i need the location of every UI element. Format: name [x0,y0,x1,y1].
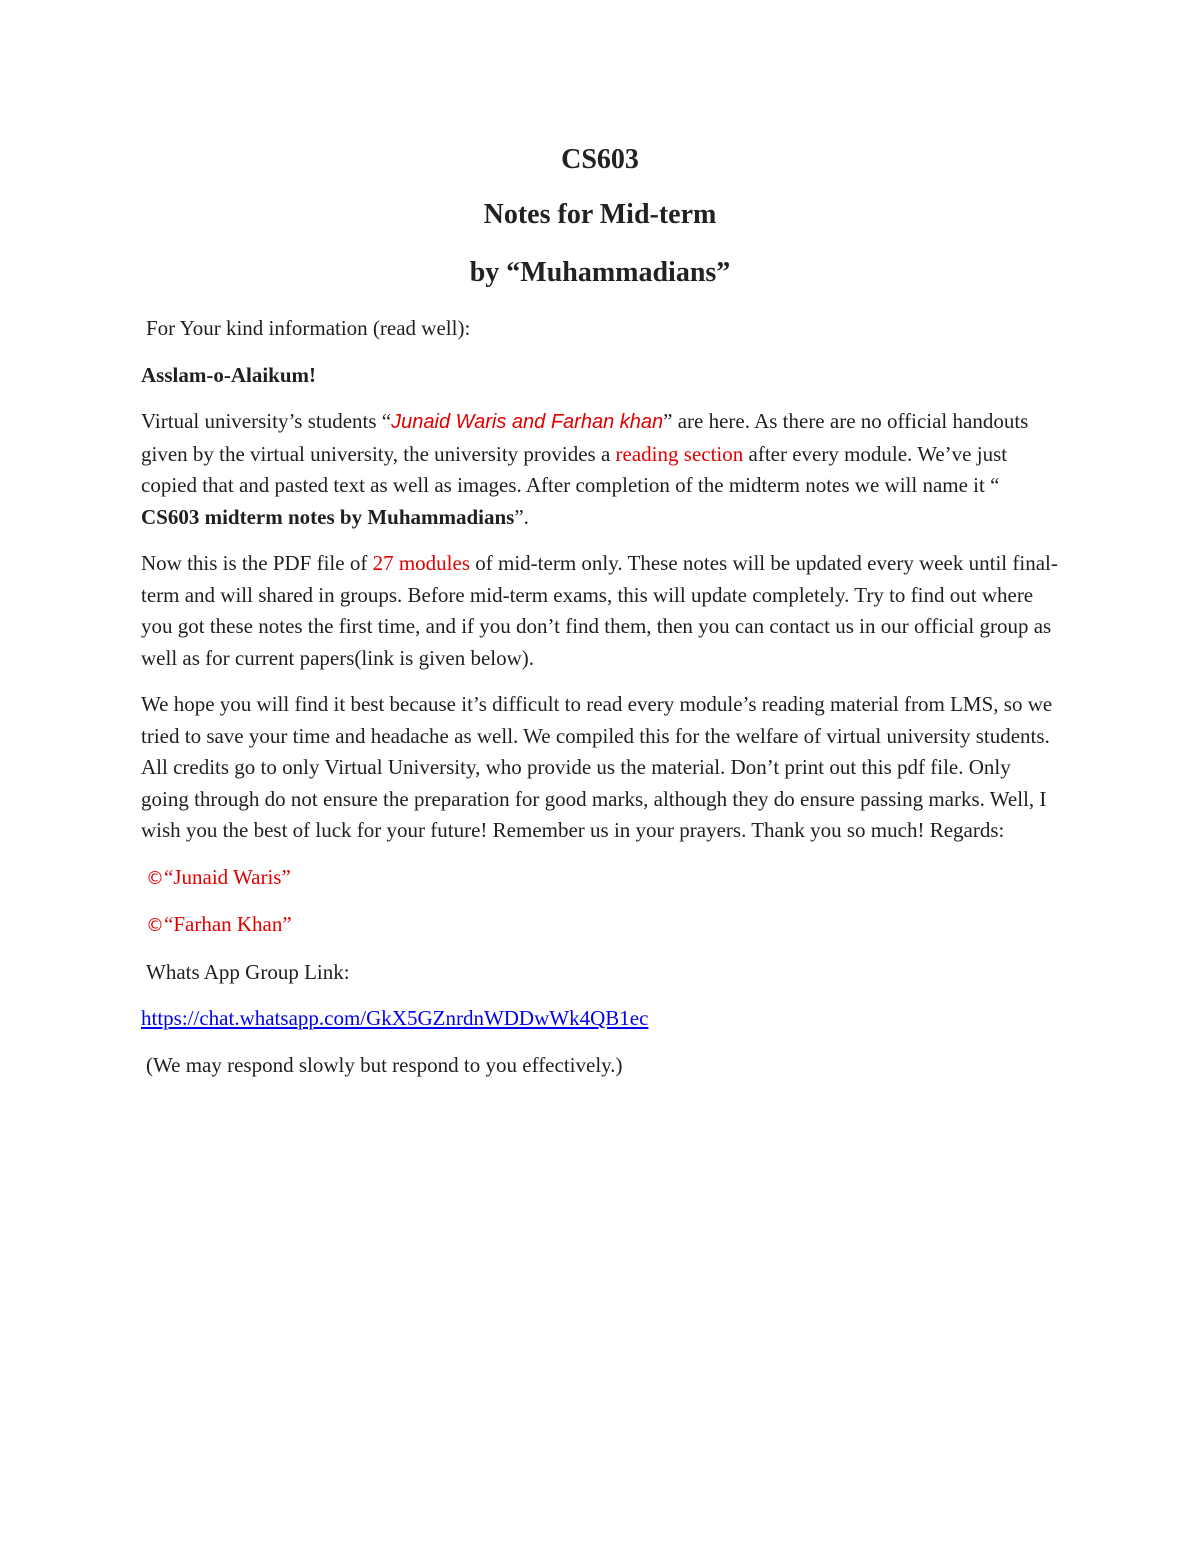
signature-junaid [141,862,1061,895]
group-link-label: Whats App Group Link: [146,959,350,984]
reading-section-highlight: reading section [615,441,744,466]
paragraph-modules [141,548,1061,674]
response-note: (We may respond slowly but respond to you effectively.) [146,1052,623,1077]
para2-text-b: of mid-term only. These notes will be updated every week until final-term and will shared in groups. Before mid-term exams, this will update completely. Try to find out where you got these notes the first time, and if you don’t find them, then you can contact us in our official group as well as for current papers(link is given below). [141,551,1058,670]
copyright-icon: © [146,867,164,889]
signature-name: “Junaid Waris” [164,864,291,889]
document-body [141,313,1061,1096]
info-line: For Your kind information (read well): [146,316,471,340]
notes-title-bold: CS603 midterm notes by Muhammadians [141,504,515,529]
signature-name: “Farhan Khan” [164,912,292,936]
para1-text-c: after every module. We’ve just copied that and pasted text as well as images. After completion of the midterm notes we will name it “ [141,441,1008,497]
author-names: Junaid Waris and Farhan khan [391,411,664,433]
para1-text-d: ”. [514,504,529,529]
para1-text-a: Virtual university’s students “ [141,409,392,433]
signature-farhan [141,909,1061,942]
group-link-paragraph [141,1003,1061,1035]
para2-text-a: Now this is the PDF file of [141,551,373,575]
paragraph-credits: We hope you will find it best because it’s difficult to read every module’s reading material from LMS, so we tried to save your time and headache as well. We compiled this for the welfare of virtual university students. All credits go to only Virtual University, who provide us the material. Don’t print out this pdf file. Only going through do not ensure the preparation for good marks, although they do ensure passing marks. Well, I wish you the best of luck for your future! Remember us in your prayers. Thank you so much! Regards: [141,692,1053,842]
paragraph-intro [141,406,1061,533]
copyright-icon: © [146,915,164,936]
document-subtitle: Notes for Mid-term [483,199,717,230]
course-title: CS603 [561,144,639,175]
greeting: Asslam-o-Alaikum! [141,362,317,387]
whatsapp-group-link[interactable]: https://chat.whatsapp.com/GkX5GZnrdnWDDwWk4QB1ec [141,1006,649,1030]
modules-count-highlight: 27 modules [372,551,471,575]
document-byline: by “Muhammadians” [469,257,731,288]
para1-text-b: ” are here. As there are no official handouts given by the virtual university, the university provides a [141,409,1029,466]
